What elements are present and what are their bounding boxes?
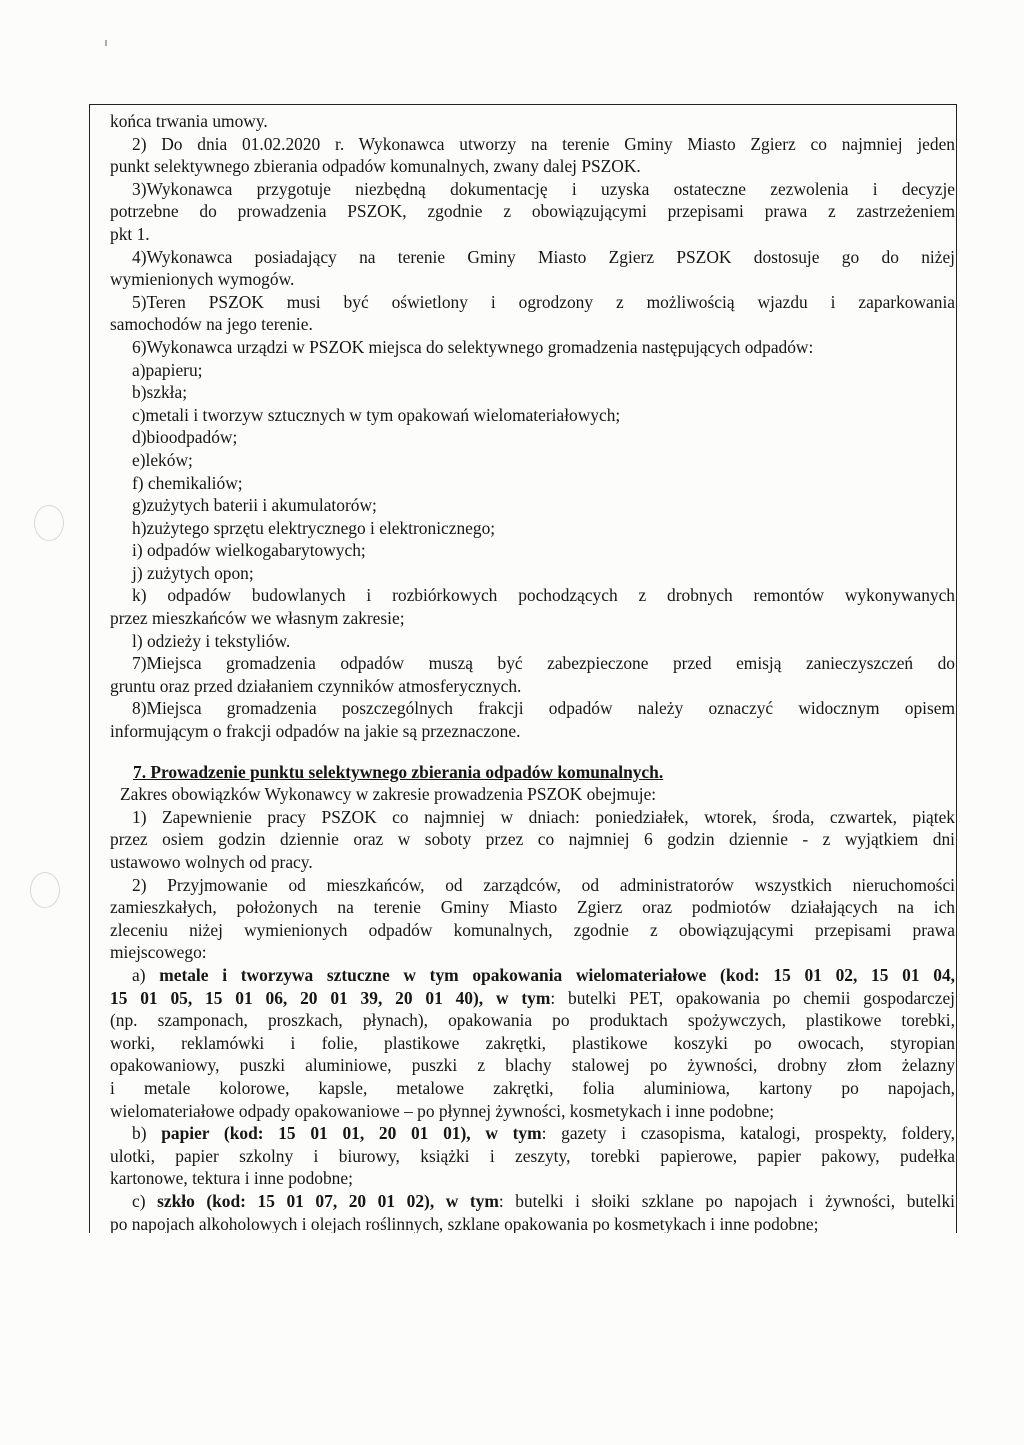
item-a-line: opakowaniowy, puszki aluminiowe, puszki z blachy stalowej po żywności, drobny złom żelazny — [110, 1055, 955, 1076]
waste-list-item: e)leków; — [132, 449, 193, 470]
section-heading: 7. Prowadzenie punktu selektywnego zbierania odpadów komunalnych. — [133, 761, 664, 782]
scope-intro: Zakres obowiązków Wykonawcy w zakresie prowadzenia PSZOK obejmuje: — [120, 784, 657, 805]
waste-list-item: b)szkła; — [132, 382, 188, 403]
scope-2-line: zleceniu niżej wymienionych odpadów komunalnych, zgodnie z obowiązującymi przepisami prawa — [110, 919, 955, 940]
item-b-prefix: b) — [132, 1123, 162, 1144]
item-a-line: (np. szamponach, proszkach, płynach), opakowania po produktach spożywczych, plastikowe torebki, — [110, 1010, 955, 1031]
item-c-prefix: c) — [132, 1190, 158, 1211]
item-b-bold-text: papier (kod: 15 01 01, 20 01 01), w tym — [161, 1123, 542, 1144]
item-a-second-line — [110, 987, 955, 1010]
item-b-text: : gazety i czasopisma, katalogi, prospekty, foldery, — [541, 1123, 955, 1144]
scan-speck — [105, 40, 107, 46]
paragraph-2-line: punkt selektywnego zbierania odpadów komunalnych, zwany dalej PSZOK. — [110, 156, 641, 177]
waste-list-item: g)zużytych baterii i akumulatorów; — [132, 495, 377, 516]
waste-list-item: d)bioodpadów; — [132, 427, 238, 448]
item-c-bold-text: szkło (kod: 15 01 07, 20 01 02), w tym — [157, 1190, 499, 1211]
paragraph-8-line: 8)Miejsca gromadzenia poszczególnych frakcji odpadów należy oznaczyć widocznym opisem — [132, 698, 955, 719]
waste-list-item: f) chemikaliów; — [132, 472, 243, 493]
waste-list-item: i) odpadów wielkogabarytowych; — [132, 540, 366, 561]
punch-hole-mark — [30, 872, 60, 908]
item-a-line: worki, reklamówki i folie, plastikowe zakrętki, plastikowe koszyki po owocach, styropian — [110, 1032, 955, 1053]
waste-list-item: c)metali i tworzyw sztucznych w tym opakowań wielomateriałowych; — [132, 404, 621, 425]
punch-hole-mark — [34, 505, 64, 541]
paragraph-4-line: wymienionych wymogów. — [110, 269, 295, 290]
paragraph-5-line: 5)Teren PSZOK musi być oświetlony i ogrodzony z możliwością wjazdu i zaparkowania — [132, 291, 955, 312]
item-c-first-line — [110, 1190, 955, 1213]
paragraph-7-line: gruntu oraz przed działaniem czynników atmosferycznych. — [110, 675, 522, 696]
item-a-first-line — [110, 964, 955, 987]
paragraph-6-line: 6)Wykonawca urządzi w PSZOK miejsca do selektywnego gromadzenia następujących odpadów: — [132, 336, 814, 357]
paragraph-2-line: 2) Do dnia 01.02.2020 r. Wykonawca utworzy na terenie Gminy Miasto Zgierz co najmniej jeden — [132, 133, 955, 154]
item-c-text: : butelki i słoiki szklane po napojach i żywności, butelki — [498, 1190, 955, 1211]
document-body — [110, 110, 955, 1233]
item-a-bold-codes: 15 01 05, 15 01 06, 20 01 39, 20 01 40), w tym — [110, 987, 551, 1008]
item-a-prefix: a) — [132, 964, 160, 985]
item-a-line: wielomateriałowe odpady opakowaniowe – po płynnej żywności, kosmetykach i inne podobne; — [110, 1100, 775, 1121]
scope-1-line: 1) Zapewnienie pracy PSZOK co najmniej w dniach: poniedziałek, wtorek, środa, czwartek, piątek — [132, 806, 955, 827]
text-line: końca trwania umowy. — [110, 111, 268, 131]
waste-list-item: h)zużytego sprzętu elektrycznego i elektronicznego; — [132, 517, 496, 538]
waste-list-item: j) zużytych opon; — [132, 562, 254, 583]
item-a-line: i metale kolorowe, kapsle, metalowe zakrętki, folia aluminiowa, kartony po napojach, — [110, 1077, 955, 1098]
paragraph-3-line: pkt 1. — [110, 223, 150, 244]
item-b-first-line — [110, 1122, 955, 1145]
item-a-text: : butelki PET, opakowania po chemii gospodarczej — [550, 987, 956, 1008]
scope-2-line: zamieszkałych, położonych na terenie Gminy Miasto Zgierz oraz podmiotów działających na ich — [110, 897, 955, 918]
waste-list-item-k-line: przez mieszkańców we własnym zakresie; — [110, 608, 405, 629]
paragraph-4-line: 4)Wykonawca posiadający na terenie Gminy Miasto Zgierz PSZOK dostosuje go do niżej — [132, 246, 955, 267]
paragraph-3-line: 3)Wykonawca przygotuje niezbędną dokumentację i uzyska ostateczne zezwolenia i decyzje — [132, 178, 955, 199]
item-b-line: ulotki, papier szkolny i biurowy, książki i zeszyty, torebki papierowe, papier pakowy, pudełka — [110, 1145, 955, 1166]
scope-2-line: miejscowego: — [110, 942, 207, 963]
item-b-line: kartonowe, tektura i inne podobne; — [110, 1168, 353, 1189]
paragraph-3-line: potrzebne do prowadzenia PSZOK, zgodnie z obowiązującymi przepisami prawa z zastrzeżeniem — [110, 201, 955, 222]
scope-1-line: ustawowo wolnych od pracy. — [110, 852, 313, 872]
waste-list-item: a)papieru; — [132, 359, 203, 380]
item-a-bold-text: metale i tworzywa sztuczne w tym opakowania wielomateriałowe (kod: 15 01 02, 15 01 04, — [159, 964, 956, 985]
paragraph-8-line: informującym o frakcji odpadów na jakie są przeznaczone. — [110, 721, 521, 742]
scope-1-line: przez osiem godzin dziennie oraz w soboty przez co najmniej 6 godzin dziennie - z wyjątkiem dni — [110, 829, 955, 850]
waste-list-item-k-line: k) odpadów budowlanych i rozbiórkowych pochodzących z drobnych remontów wykonywanych — [132, 585, 955, 606]
paragraph-7-line: 7)Miejsca gromadzenia odpadów muszą być zabezpieczone przed emisją zanieczyszczeń do — [132, 653, 955, 674]
paragraph-5-line: samochodów na jego terenie. — [110, 314, 313, 335]
scope-2-line: 2) Przyjmowanie od mieszkańców, od zarządców, od administratorów wszystkich nieruchomości — [132, 874, 955, 895]
item-c-line: po napojach alkoholowych i olejach roślinnych, szklane opakowania po kosmetykach i inne podobne; — [110, 1213, 819, 1233]
waste-list-item-l: l) odzieży i tekstyliów. — [132, 630, 291, 651]
